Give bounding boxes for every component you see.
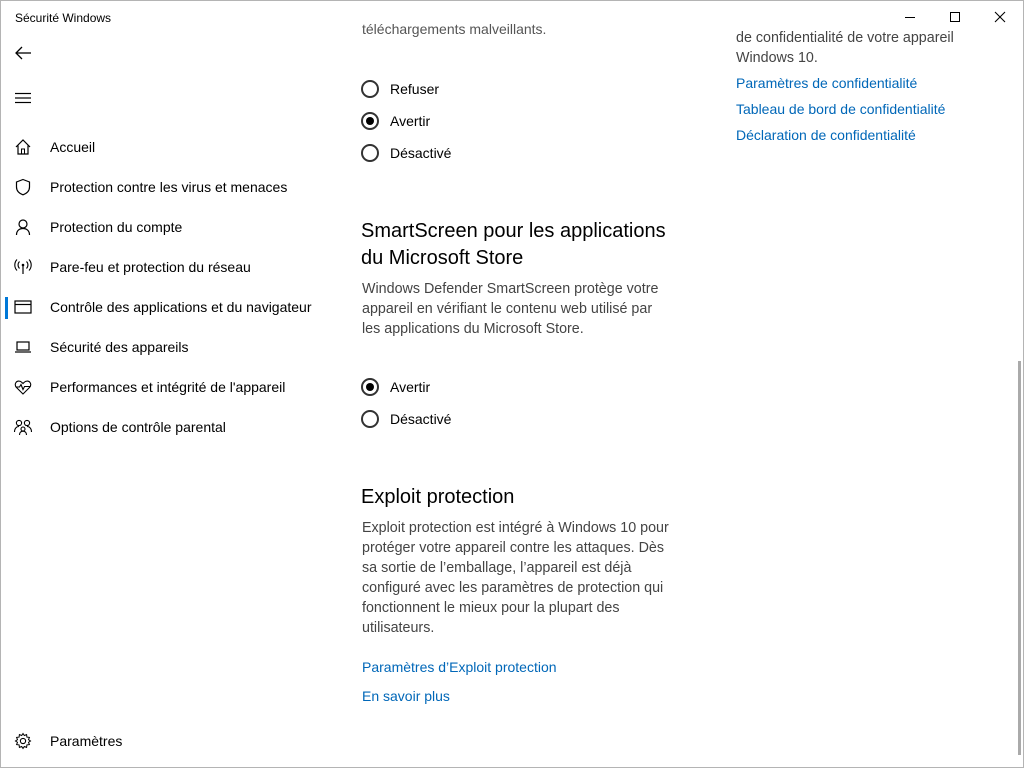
title-line: SmartScreen pour les applications — [361, 220, 666, 242]
radio-desactive[interactable] — [361, 142, 451, 164]
browser-window-icon — [13, 297, 33, 317]
radio-button[interactable] — [361, 80, 379, 98]
sidebar-item-device-security[interactable] — [1, 329, 331, 365]
radio-label: Désactivé — [390, 145, 452, 161]
desc-line: fonctionnent le mieux pour la plupart des — [362, 600, 620, 616]
minimize-icon — [904, 11, 916, 23]
radio-label: Avertir — [390, 113, 431, 129]
sidebar-item-label: Sécurité des appareils — [50, 339, 189, 355]
exploit-settings-link[interactable]: Paramètres d’Exploit protection — [362, 659, 557, 675]
sidebar-item-label: Accueil — [50, 139, 96, 155]
sidebar-item-firewall[interactable] — [1, 249, 331, 285]
desc-line: protéger votre appareil contre les attaques. Dès — [362, 540, 664, 556]
hamburger-menu-icon — [15, 92, 31, 104]
learn-more-link[interactable]: En savoir plus — [362, 688, 450, 704]
privacy-dashboard-link[interactable]: Tableau de bord de confidentialité — [736, 101, 946, 117]
back-arrow-icon — [14, 45, 32, 61]
radio-store-desactive[interactable] — [361, 408, 451, 430]
sidebar-item-family-options[interactable] — [1, 409, 331, 445]
maximize-icon — [949, 11, 961, 23]
sidebar-item-label: Protection du compte — [50, 219, 183, 235]
desc-line: les applications du Microsoft Store. — [362, 321, 584, 337]
home-icon — [13, 137, 33, 157]
vertical-scrollbar[interactable] — [1018, 361, 1021, 755]
radio-button[interactable] — [361, 144, 379, 162]
partial-description-text: téléchargements malveillants. — [362, 21, 547, 37]
person-icon — [13, 217, 33, 237]
sidebar-item-account-protection[interactable] — [1, 209, 331, 245]
privacy-statement-link[interactable]: Déclaration de confidentialité — [736, 127, 916, 143]
radio-refuser[interactable] — [361, 78, 439, 100]
menu-button[interactable] — [9, 84, 37, 112]
section-desc-exploit — [362, 518, 692, 638]
radio-button-checked[interactable] — [361, 378, 379, 396]
sidebar-item-label: Options de contrôle parental — [50, 419, 226, 435]
sidebar-item-label: Paramètres — [50, 733, 123, 749]
sidebar-item-virus-protection[interactable] — [1, 169, 331, 205]
radio-label: Désactivé — [390, 411, 452, 427]
section-desc-smartscreen-store — [362, 279, 692, 339]
title-line: du Microsoft Store — [361, 247, 524, 269]
close-icon — [994, 11, 1006, 23]
sidebar-item-label: Performances et intégrité de l'appareil — [50, 379, 286, 395]
privacy-settings-link[interactable]: Paramètres de confidentialité — [736, 75, 918, 91]
radio-label: Avertir — [390, 379, 431, 395]
window-title: Sécurité Windows — [15, 11, 112, 25]
laptop-icon — [13, 337, 33, 357]
radio-store-avertir[interactable] — [361, 376, 430, 398]
sidebar-item-label: Contrôle des applications et du navigateur — [50, 299, 312, 315]
heart-pulse-icon — [13, 377, 33, 397]
gear-icon — [13, 731, 33, 751]
desc-line: sa sortie de l’emballage, l’appareil est déjà — [362, 560, 632, 576]
selection-indicator — [5, 297, 8, 319]
radio-button-checked[interactable] — [361, 112, 379, 130]
sidebar-item-settings[interactable] — [1, 723, 331, 759]
sidebar-item-label: Pare-feu et protection du réseau — [50, 259, 251, 275]
sidebar-item-app-browser-control[interactable] — [1, 289, 331, 325]
privacy-partial-text: Windows 10. — [736, 50, 818, 66]
radio-avertir[interactable] — [361, 110, 430, 132]
desc-line: utilisateurs. — [362, 620, 435, 636]
sidebar-item-label: Protection contre les virus et menaces — [50, 179, 288, 195]
back-button[interactable] — [9, 39, 37, 67]
desc-line: Exploit protection est intégré à Windows 10 pour — [362, 520, 669, 536]
antenna-icon — [13, 257, 33, 277]
desc-line: appareil en vérifiant le contenu web utilisé par — [362, 301, 653, 317]
sidebar-item-device-performance[interactable] — [1, 369, 331, 405]
shield-icon — [13, 177, 33, 197]
family-icon — [13, 417, 33, 437]
sidebar-item-home[interactable] — [1, 129, 331, 165]
desc-line: Windows Defender SmartScreen protège votre — [362, 281, 659, 297]
privacy-partial-text: de confidentialité de votre appareil — [736, 30, 954, 46]
radio-button[interactable] — [361, 410, 379, 428]
desc-line: configuré avec les paramètres de protection qui — [362, 580, 664, 596]
close-button[interactable] — [977, 1, 1023, 33]
radio-label: Refuser — [390, 81, 440, 97]
section-title-smartscreen-store — [361, 218, 691, 272]
section-title-exploit: Exploit protection — [361, 486, 515, 508]
